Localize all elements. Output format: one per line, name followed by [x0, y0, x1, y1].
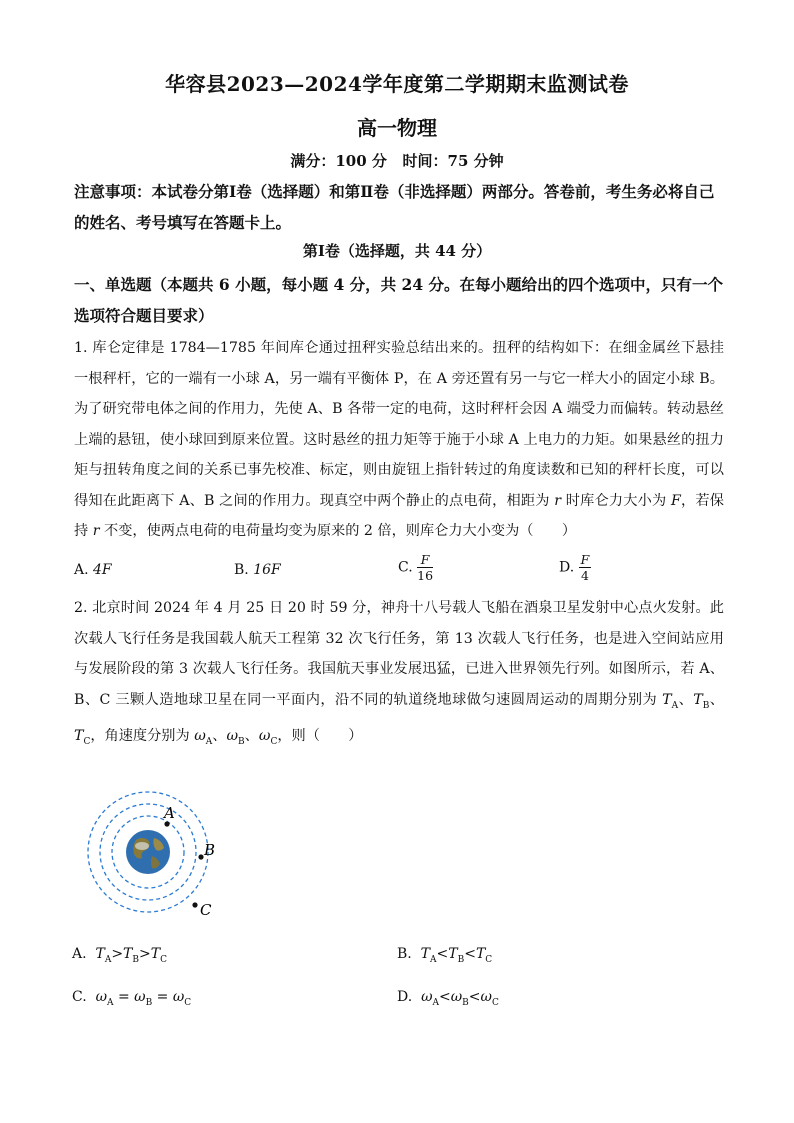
q2-option-b[interactable]: B. $T_A<T_B<T_C$ [397, 946, 493, 965]
subject-title: 高一物理 [357, 116, 437, 140]
full-score: 满分：100 分 [290, 152, 387, 170]
satellite-c [192, 902, 197, 907]
satellite-b [198, 854, 203, 859]
satellite-a [164, 821, 169, 826]
q1-text-d: 不变，使两点电荷的电荷量均变为原来的 2 倍，则库仑力大小变为（ ） [99, 523, 577, 539]
q1-text-a: 1. 库仑定律是 1784—1785 年间库仑通过扭秤实验总结出来的。扭秤的结构如下：在细金属丝下悬挂一根秤杆，它的一端有一小球 A，另一端有平衡体 P，在 A 旁还置有另一与它一样大小的固定小球 B。为了研究带电体之间的作用力，先使 A、B 各带一定的电荷，这时秤杆会因 A 端受力而偏转。转动悬丝上端的悬钮，使小球回到原来位置。这时悬丝的扭力矩等于施于小球 A 上电力的力矩。如果悬丝的扭力矩与扭转角度之间的关系已事先校准、标定，则由旋钮上指针转过的角度读数和已知的秤杆长度，可以得知在此距离下 A、B 之间的作用力。现真空中两个静止的点电荷，相距为 [74, 340, 724, 509]
q2-option-d[interactable]: D. $\omega_A<\omega_B<\omega_C$ [397, 989, 499, 1008]
part1-heading: 一、单选题（本题共 6 小题，每小题 4 分，共 24 分。在每小题给出的四个选项中，只有一个选项符合题目要求） [74, 275, 724, 325]
q1-option-b[interactable]: B. 16F [234, 562, 281, 578]
q2-option-c[interactable]: C. $\omega_A = \omega_B = \omega_C$ [72, 989, 192, 1008]
section-title: 第Ⅰ卷（选择题，共 44 分） [302, 242, 492, 260]
question-1 [74, 333, 724, 547]
q1-var-f: F [671, 492, 681, 509]
orbit-diagram [72, 790, 232, 920]
q1-var-r: r [554, 492, 562, 509]
q1-option-d[interactable]: D. $\frac{F}{4}$ [559, 552, 590, 583]
label-b: B [204, 841, 216, 859]
fraction: $\frac{F}{4}$ [580, 552, 590, 583]
question-2: 2. 北京时间 2024 年 4 月 25 日 20 时 59 分，神舟十八号载人飞船在酒泉卫星发射中心点火发射。此次载人飞行任务是我国载人航天工程第 32 次飞行任务，第 13 次载人飞行任务，也是进入空间站应用与发展阶段的第 3 次载人飞行任务。我国航天事业发展迅猛，已进入世界领先行列。如图所示，若 A、B、C 三颗人造地球卫星在同一平面内，沿不同的轨道绕地球做匀速圆周运动的周期分别为 $T_A$、$T_B$、$T_C$，角速度分别为 $\omega_A$、$\omega_B$、$\omega_C$，则（ ） [74, 600, 724, 747]
q2-text-b: ，角速度分别为 [90, 727, 195, 744]
fraction: $\frac{F}{16}$ [417, 552, 434, 583]
q1-option-a[interactable]: A. 4F [74, 562, 112, 578]
exam-meta [0, 150, 794, 171]
q2-text-c: ，则（ ） [277, 727, 363, 744]
exam-title: 华容县2023—2024学年度第二学期期末监测试卷 [165, 72, 629, 96]
q2-text-a: 2. 北京时间 2024 年 4 月 25 日 20 时 59 分，神舟十八号载人飞船在酒泉卫星发射中心点火发射。此次载人飞行任务是我国载人航天工程第 32 次飞行任务，第 13 次载人飞行任务，也是进入空间站应用与发展阶段的第 3 次载人飞行任务。我国航天事业发展迅猛，已进入世界领先行列。如图所示，若 A、B、C 三颗人造地球卫星在同一平面内，沿不同的轨道绕地球做匀速圆周运动的周期分别为 [74, 600, 724, 708]
q1-text-c: ，若保持 [74, 492, 724, 539]
label-a: A [164, 804, 175, 822]
q1-text-b: 时库仑力大小为 [561, 492, 672, 509]
q2-option-a[interactable]: A. $T_A>T_B>T_C$ [72, 946, 167, 965]
exam-time: 时间：75 分钟 [402, 152, 504, 170]
earth-icon [126, 830, 170, 874]
label-c: C [200, 901, 212, 919]
q1-option-c[interactable]: C. $\frac{F}{16}$ [398, 552, 434, 583]
q1-var-r-2: r [92, 523, 100, 539]
notice: 注意事项：本试卷分第Ⅰ卷（选择题）和第Ⅱ卷（非选择题）两部分。答卷前，考生务必将自己的姓名、考号填写在答题卡上。 [74, 182, 715, 232]
